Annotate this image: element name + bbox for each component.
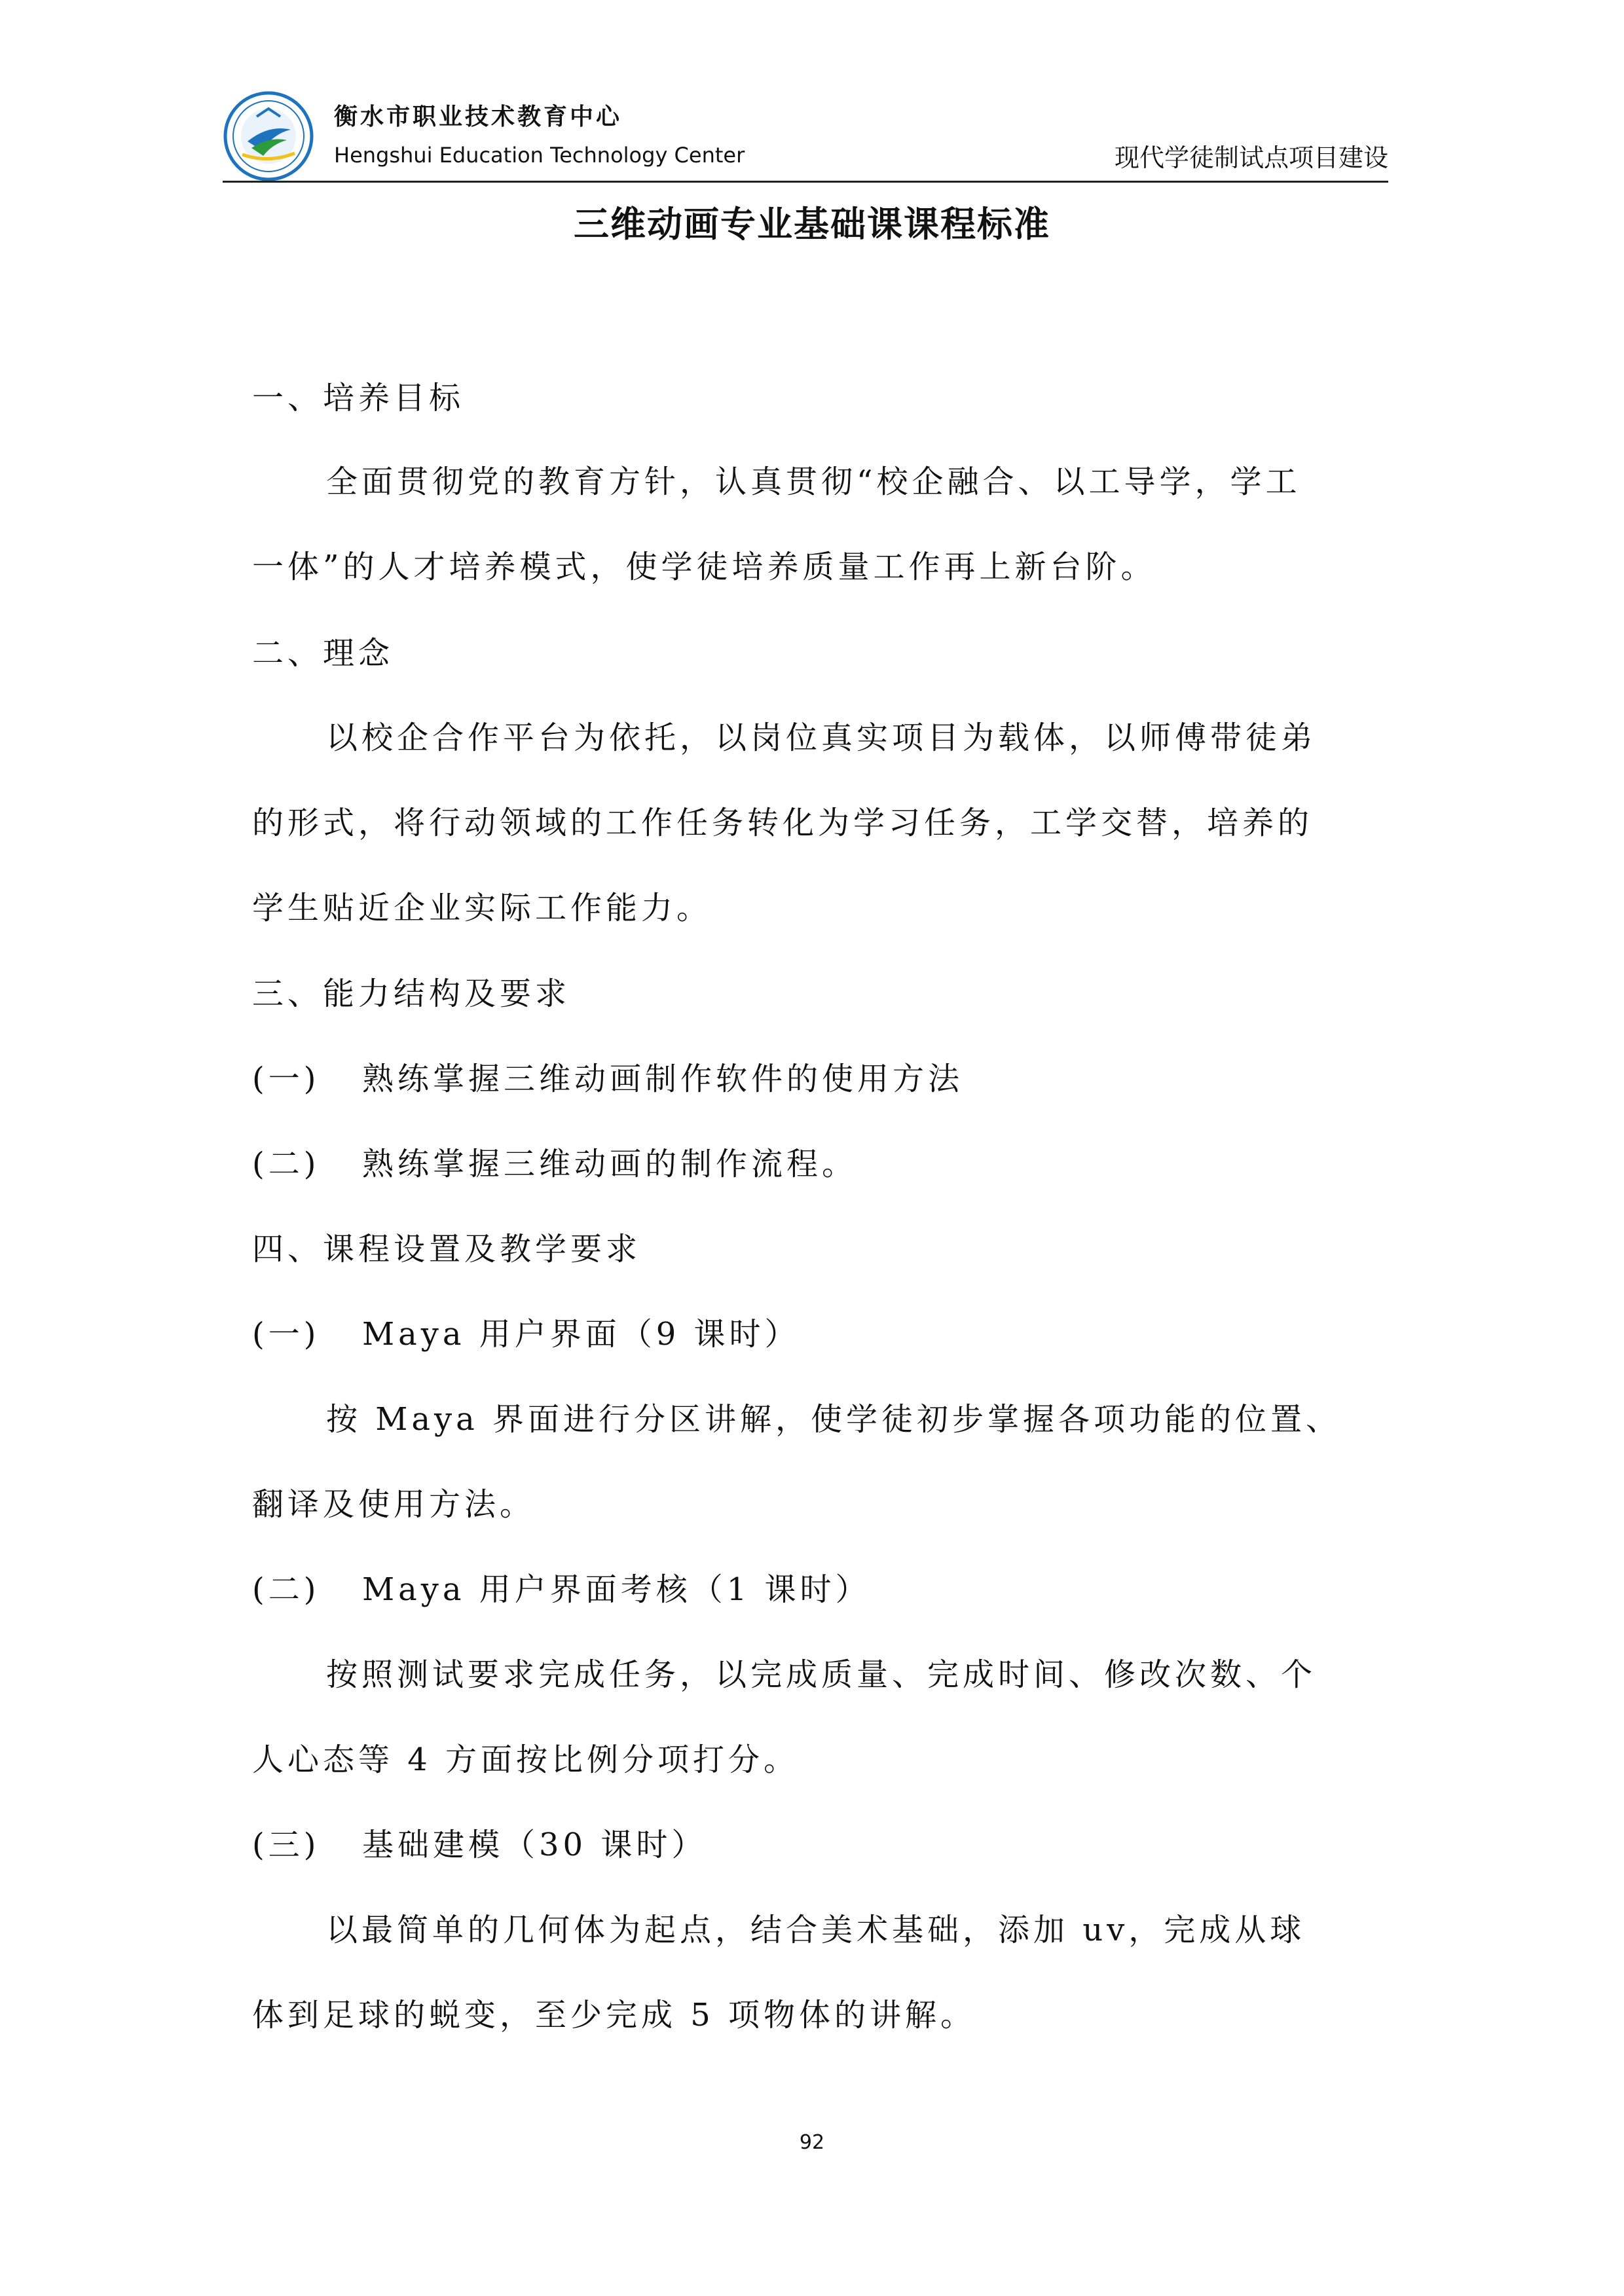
list-text: 熟练掌握三维动画的制作流程。 <box>362 1146 858 1182</box>
page-number: 92 <box>799 2131 825 2154</box>
school-logo-icon <box>223 90 314 182</box>
subsection-heading <box>252 1570 871 1609</box>
org-name-en: Hengshui Education Technology Center <box>334 143 745 168</box>
list-number: (一) <box>252 1316 320 1353</box>
section-2-heading: 二、理念 <box>252 635 394 672</box>
list-text: Maya 用户界面考核（1 课时） <box>362 1571 871 1608</box>
list-number: (三) <box>252 1827 320 1863</box>
paragraph-line: 学生贴近企业实际工作能力。 <box>252 890 712 926</box>
paragraph-line: 的形式，将行动领域的工作任务转化为学习任务，工学交替，培养的 <box>252 805 1314 841</box>
section-4-heading: 四、课程设置及教学要求 <box>252 1231 642 1267</box>
paragraph-line: 按照测试要求完成任务，以完成质量、完成时间、修改次数、个 <box>326 1656 1317 1693</box>
paragraph-line: 以校企合作平台为依托，以岗位真实项目为载体，以师傅带徒弟 <box>326 720 1317 756</box>
paragraph-line: 以最简单的几何体为起点，结合美术基础，添加 uv，完成从球 <box>326 1912 1306 1948</box>
subsection-heading <box>252 1825 707 1865</box>
list-text: Maya 用户界面（9 课时） <box>362 1316 800 1353</box>
subsection-heading <box>252 1315 800 1354</box>
paragraph-line: 人心态等 4 方面按比例分项打分。 <box>252 1741 800 1778</box>
paragraph-line: 按 Maya 界面进行分区讲解，使学徒初步掌握各项功能的位置、 <box>326 1401 1342 1438</box>
document-title: 三维动画专业基础课课程标准 <box>574 204 1050 245</box>
org-name-cn: 衡水市职业技术教育中心 <box>334 103 623 130</box>
header-divider <box>223 181 1388 183</box>
paragraph-line: 一体”的人才培养模式，使学徒培养质量工作再上新台阶。 <box>252 549 1156 585</box>
list-item <box>252 1059 963 1099</box>
paragraph-line: 全面贯彻党的教育方针，认真贯彻“校企融合、以工导学，学工 <box>326 464 1301 500</box>
list-text: 熟练掌握三维动画制作软件的使用方法 <box>362 1061 964 1097</box>
project-name: 现代学徒制试点项目建设 <box>1114 143 1388 172</box>
list-number: (一) <box>252 1061 320 1097</box>
paragraph-line: 翻译及使用方法。 <box>252 1486 536 1523</box>
paragraph-line: 体到足球的蜕变，至少完成 5 项物体的讲解。 <box>252 1997 976 2033</box>
list-text: 基础建模（30 课时） <box>362 1827 707 1863</box>
section-3-heading: 三、能力结构及要求 <box>252 975 571 1012</box>
list-number: (二) <box>252 1571 320 1608</box>
list-item <box>252 1144 857 1184</box>
list-number: (二) <box>252 1146 320 1182</box>
page-header <box>223 90 1388 182</box>
section-1-heading: 一、培养目标 <box>252 380 465 416</box>
